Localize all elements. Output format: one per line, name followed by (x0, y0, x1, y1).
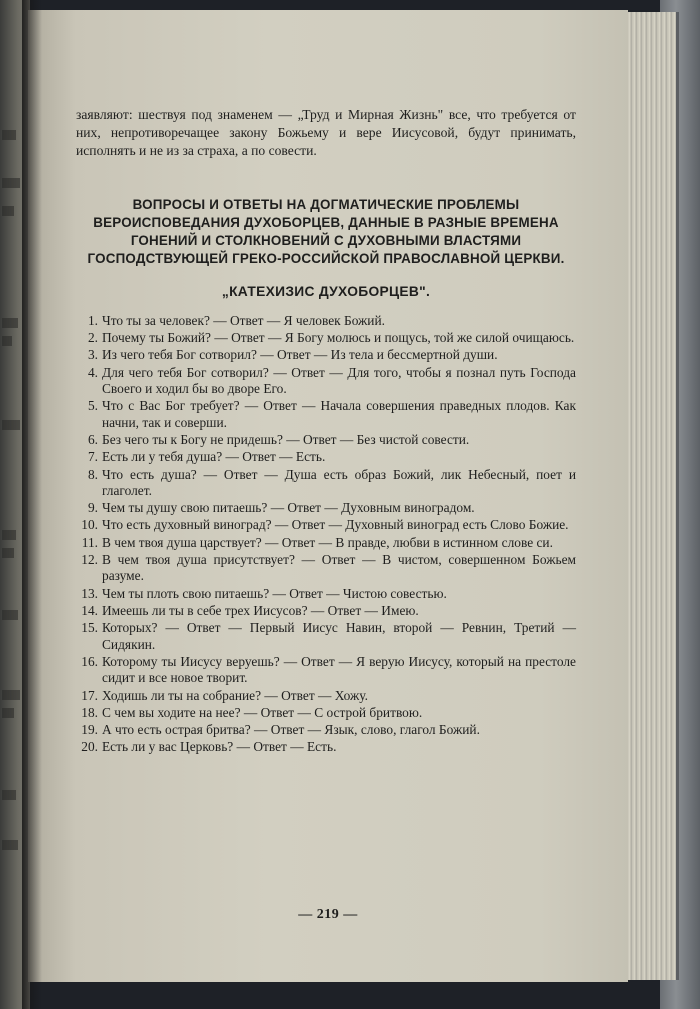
question-number: 15. (81, 620, 98, 635)
list-item (76, 365, 576, 398)
question-number: 14. (81, 602, 98, 618)
question-text: А что есть острая бритва? — Ответ — Язык, слово, глагол Божий. (102, 721, 480, 737)
question-number: 5. (87, 398, 98, 414)
list-item (76, 347, 576, 364)
question-number: 10. (81, 517, 98, 533)
question-number: 12. (81, 551, 98, 567)
question-number: 1. (87, 313, 98, 328)
question-number: 9. (87, 500, 98, 516)
intro-paragraph: заявляют: шествуя под знаменем — „Труд и Мирная Жизнь" все, что требуется от них, непротиворечащее закону Божьему и вере Иисусовой, будут принимать, исполнять и не из за страха, а по совести. (76, 107, 576, 158)
list-item (76, 552, 576, 585)
question-text: Чем ты душу свою питаешь? — Ответ — Духовным виноградом. (102, 500, 475, 516)
question-text: Чем ты плоть свою питаешь? — Ответ — Чистою совестью. (102, 585, 447, 601)
question-number: 8. (87, 466, 98, 482)
list-item (76, 705, 576, 722)
question-text: В чем твоя душа царствует? — Ответ — В правде, любви в истинном слове си. (102, 534, 553, 550)
page-content (76, 106, 576, 756)
question-number: 7. (87, 449, 98, 465)
question-text: Без чего ты к Богу не придешь? — Ответ — Без чистой совести. (102, 432, 470, 448)
question-number: 3. (87, 347, 98, 363)
question-number: 16. (81, 653, 98, 669)
list-item (76, 330, 576, 347)
question-number: 20. (81, 739, 98, 755)
question-text: Что с Вас Бог требует? — Ответ — Начала совершения праведных плодов. Как начни, так и соверши. (102, 398, 576, 430)
question-text: Которому ты Иисусу веруешь? — Ответ — Я верую Иисусу, который на престоле сидит и все новое творит. (102, 653, 576, 686)
list-item (76, 688, 576, 705)
book-page (28, 10, 628, 982)
book-gutter (22, 0, 42, 1009)
list-item (76, 620, 576, 653)
question-text: Из чего тебя Бог сотворил? — Ответ — Из тела и бессмертной души. (102, 347, 498, 363)
list-item (76, 517, 576, 534)
list-item (76, 586, 576, 603)
list-item (76, 603, 576, 620)
question-text: Что ты за человек? — Ответ — Я человек Божий. (102, 313, 385, 328)
question-text: Имеешь ли ты в себе трех Иисусов? — Ответ — Имею. (102, 602, 419, 618)
question-text: Есть ли у тебя душа? — Ответ — Есть. (102, 449, 326, 465)
question-text: Которых? — Ответ — Первый Иисус Навин, второй — Ревнин, Третий — Сидякин. (102, 620, 576, 652)
question-number: 18. (81, 704, 98, 720)
page-number: — 219 — (298, 907, 358, 922)
question-number: 4. (87, 364, 98, 380)
question-number: 13. (81, 585, 98, 601)
question-text: Что есть душа? — Ответ — Душа есть образ Божий, лик Небесный, поет и глаголет. (102, 466, 576, 499)
question-text: Что есть духовный виноград? — Ответ — Духовный виноград есть Слово Божие. (102, 517, 569, 533)
list-item (76, 722, 576, 739)
question-text: В чем твоя душа присутствует? — Ответ — В чистом, совершенном Божьем разуме. (102, 551, 576, 584)
question-text: С чем вы ходите на нее? — Ответ — С острой бритвою. (102, 704, 423, 720)
question-number: 11. (81, 534, 98, 550)
question-number: 19. (81, 721, 98, 737)
list-item (76, 500, 576, 517)
section-heading: ВОПРОСЫ И ОТВЕТЫ НА ДОГМАТИЧЕСКИЕ ПРОБЛЕМЫ ВЕРОИСПОВЕДАНИЯ ДУХОБОРЦЕВ, ДАННЫЕ В РАЗНЫЕ ВРЕМЕНА ГОНЕНИЙ И СТОЛКНОВЕНИЙ С ДУХОВНЫМИ ВЛАСТЯМИ ГОСПОДСТВУЮЩЕЙ ГРЕКО-РОССИЙСКОЙ ПРАВОСЛАВНОЙ ЦЕРКВИ. (87, 197, 565, 266)
question-text: Почему ты Божий? — Ответ — Я Богу молюсь и пощусь, той же силой очищаюсь. (102, 330, 575, 346)
list-item (76, 313, 576, 330)
question-text: Ходишь ли ты на собрание? — Ответ — Хожу. (102, 687, 368, 703)
question-number: 2. (87, 330, 98, 346)
catechism-title: „КАТЕХИЗИС ДУХОБОРЦЕВ". (221, 284, 431, 299)
list-item (76, 432, 576, 449)
list-item (76, 739, 576, 756)
question-text: Для чего тебя Бог сотворил? — Ответ — Для того, чтобы я познал путь Господа Своего и ходил бы во дворе Его. (102, 364, 576, 397)
question-number: 17. (81, 687, 98, 703)
question-text: Есть ли у вас Церковь? — Ответ — Есть. (102, 739, 337, 755)
catechism-list (76, 313, 576, 756)
list-item (76, 467, 576, 500)
list-item (76, 398, 576, 431)
question-number: 6. (87, 432, 98, 448)
list-item (76, 654, 576, 687)
list-item (76, 535, 576, 552)
list-item (76, 449, 576, 466)
